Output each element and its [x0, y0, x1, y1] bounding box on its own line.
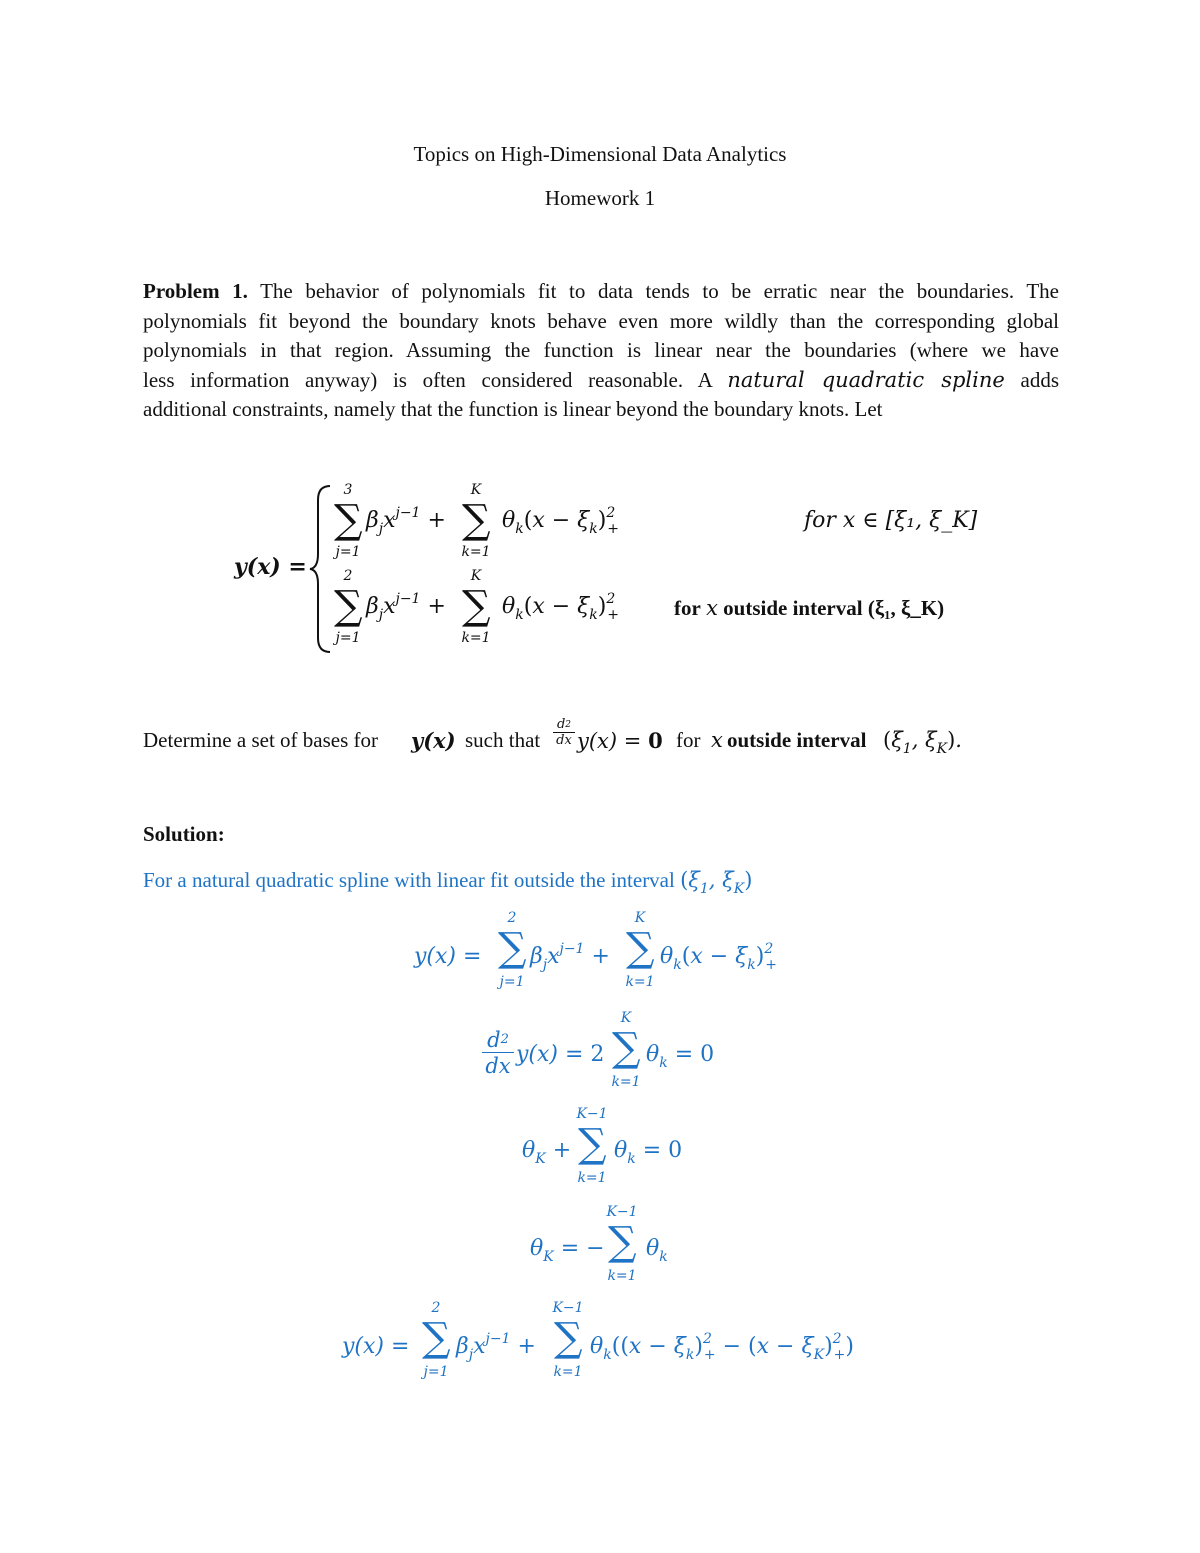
case-1-condition: for x ∈ [ξ₁, ξ_K]	[804, 508, 978, 533]
solution-equation-3: $\theta_K$ + K−1 ∑ k=1 $\theta_k = 0$	[522, 1106, 683, 1186]
determine-line: Determine a set of bases for y(x) such that $d^2$ dx y(x) = 0 for x outside interval ($\xi_1$, $\xi_K$).	[143, 717, 962, 757]
case-1-sum-j: 3 ∑ j=1	[334, 482, 363, 560]
problem-line-1: Problem 1. The behavior of polynomials fit to data tends to be erratic near the boundaries. The	[143, 279, 1059, 303]
document-title: Topics on High-Dimensional Data Analytics	[413, 142, 787, 166]
y-of-x: y(x)	[411, 728, 456, 753]
case-1-theta-term: $\theta_k(x - \xi_k)^2_+$	[502, 505, 620, 537]
problem-line-4: less information anyway) is often considered reasonable. A natural quadratic spline adds	[143, 367, 1059, 392]
second-derivative-fraction: $d^2$ dx	[553, 718, 575, 749]
solution-intro: For a natural quadratic spline with linear fit outside the interval ($\xi_1$, $\xi_K$)	[143, 868, 753, 897]
case-1-beta-term: $\beta_jx^{j-1}$ +	[366, 505, 446, 537]
solution-heading: Solution:	[143, 822, 225, 846]
solution-equation-5: y(x) = 2 ∑ j=1 $\beta_jx^{j-1}$ + K−1 ∑ k=1 $\theta_k((x - \xi_k)^2_+ - (x - \xi_K)^2_+)$	[342, 1300, 854, 1380]
solution-equation-4: $\theta_K$ = − K−1 ∑ k=1 $\theta_k$	[530, 1204, 668, 1284]
case-2-condition: for x outside interval (ξ₁, ξ_K)	[674, 596, 945, 620]
case-2-theta-term: $\theta_k(x - \xi_k)^2_+$	[502, 591, 620, 623]
case-1-sum-k: K ∑ k=1	[461, 482, 491, 560]
problem-paragraph	[143, 277, 1059, 425]
problem-label: Problem 1.	[143, 279, 248, 303]
document-subtitle: Homework 1	[544, 186, 656, 210]
piecewise-equation	[0, 470, 1200, 670]
piecewise-lhs: y(x) =	[234, 554, 307, 580]
case-2-sum-j: 2 ∑ j=1	[334, 568, 363, 646]
natural-quadratic-spline-term: natural quadratic spline	[727, 367, 1005, 392]
case-2-beta-term: $\beta_jx^{j-1}$ +	[366, 591, 446, 623]
problem-line-5: additional constraints, namely that the function is linear beyond the boundary knots. Let	[143, 397, 883, 421]
problem-line-3: polynomials in that region. Assuming the function is linear near the boundaries (where we have	[143, 338, 1059, 362]
case-2-sum-k: K ∑ k=1	[461, 568, 491, 646]
problem-line-2: polynomials fit beyond the boundary knots behave even more wildly than the corresponding global	[143, 308, 1059, 333]
solution-equation-2: $d^2$ dx y(x) = 2 K ∑ k=1 $\theta_k = 0$	[0, 1010, 1200, 1096]
solution-equation-1: y(x) = 2 ∑ j=1 $\beta_jx^{j-1}$ + K ∑ k=1 $\theta_k(x - \xi_k)^2_+$	[414, 910, 778, 990]
